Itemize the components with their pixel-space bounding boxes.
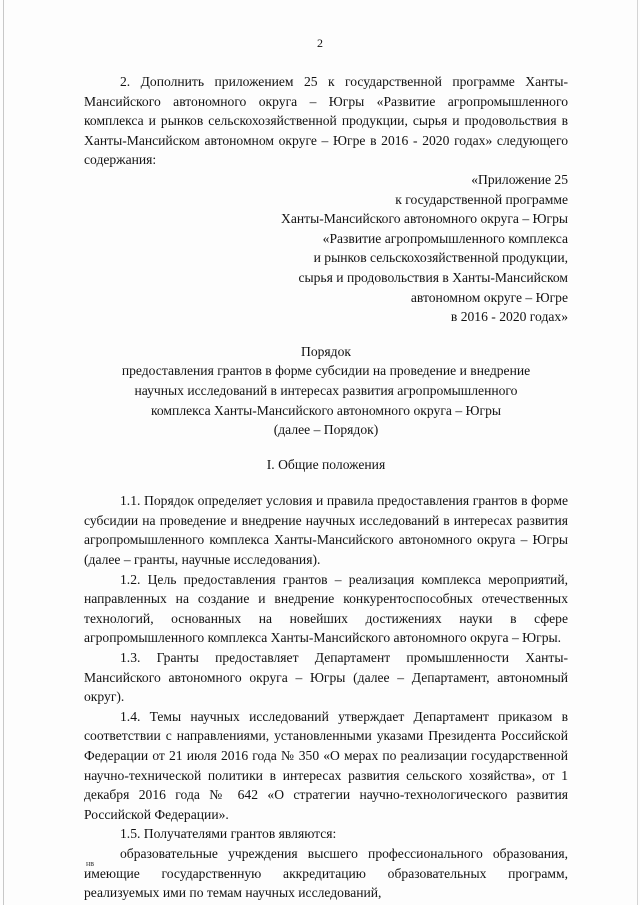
intro-paragraph: 2. Дополнить приложением 25 к государственной программе Ханты-Мансийского автономного округа – Югры «Развитие агропромышленного комплекса и рынков сельскохозяйственной продукции, сырья и продовольствия в Ханты-Мансийском автономном округе – Югре в 2016 - 2020 годах» следующего содержания: [84, 74, 568, 168]
title-line: Порядок [301, 343, 351, 359]
page-number: 2 [317, 36, 323, 50]
paragraph-1-3: 1.3. Гранты предоставляет Департамент промышленности Ханты-Мансийского автономного округа – Югры (далее – Департамент, автономный округ). [84, 650, 568, 705]
section-heading: I. Общие положения [266, 456, 386, 472]
title-line: научных исследований в интересах развития агропромышленного [134, 382, 518, 398]
appendix-line: и рынков сельскохозяйственной продукции, [313, 250, 568, 266]
title-line: (далее – Порядок) [273, 422, 379, 438]
footer-initials: нв [86, 859, 95, 868]
title-line: предоставления грантов в форме субсидии на проведение и внедрение [121, 363, 531, 379]
scan-edge-right [637, 0, 638, 905]
appendix-line: автономном округе – Югре [410, 289, 568, 305]
appendix-line: «Развитие агропромышленного комплекса [322, 230, 568, 246]
paragraph-1-5: 1.5. Получателями грантов являются: [120, 826, 337, 842]
document-title [84, 342, 568, 440]
paragraph-1-1: 1.1. Порядок определяет условия и правила предоставления грантов в форме субсидии на проведение и внедрение научных исследований в интересах развития агропромышленного комплекса Ханты-Мансийского автономного округа – Югры (далее – гранты, научные исследования). [84, 493, 568, 568]
appendix-line: в 2016 - 2020 годах» [450, 309, 568, 325]
appendix-header [84, 170, 568, 327]
appendix-line: Ханты-Мансийского автономного округа – Югры [281, 211, 568, 227]
paragraph-1-4: 1.4. Темы научных исследований утверждает Департамент приказом в соответствии с направлениями, установленными указами Президента Российской Федерации от 21 июля 2016 года № 350 «О мерах по реализации государственной научно-технической политики в интересах развития сельского хозяйства», от 1 декабря 2016 года № 642 «О стратегии научно-технологического развития Российской Федерации». [84, 708, 568, 822]
title-line: комплекса Ханты-Мансийского автономного округа – Югры [150, 402, 501, 418]
appendix-line: к государственной программе [395, 191, 568, 207]
appendix-line: «Приложение 25 [471, 171, 568, 187]
scan-edge-left [3, 0, 4, 905]
paragraph-1-2: 1.2. Цель предоставления грантов – реализация комплекса мероприятий, направленных на создание и внедрение конкурентоспособных отечественных технологий, основанных на новейших достижениях науки в сфере агропромышленного комплекса Ханты-Мансийского автономного округа – Югры. [84, 571, 568, 646]
appendix-line: сырья и продовольствия в Ханты-Мансийском [298, 269, 568, 285]
paragraph-1-5-item: образовательные учреждения высшего профессионального образования, имеющие государственную аккредитацию образовательных программ, реализуемых ими по темам научных исследований, [84, 845, 568, 901]
document-body [84, 72, 568, 903]
